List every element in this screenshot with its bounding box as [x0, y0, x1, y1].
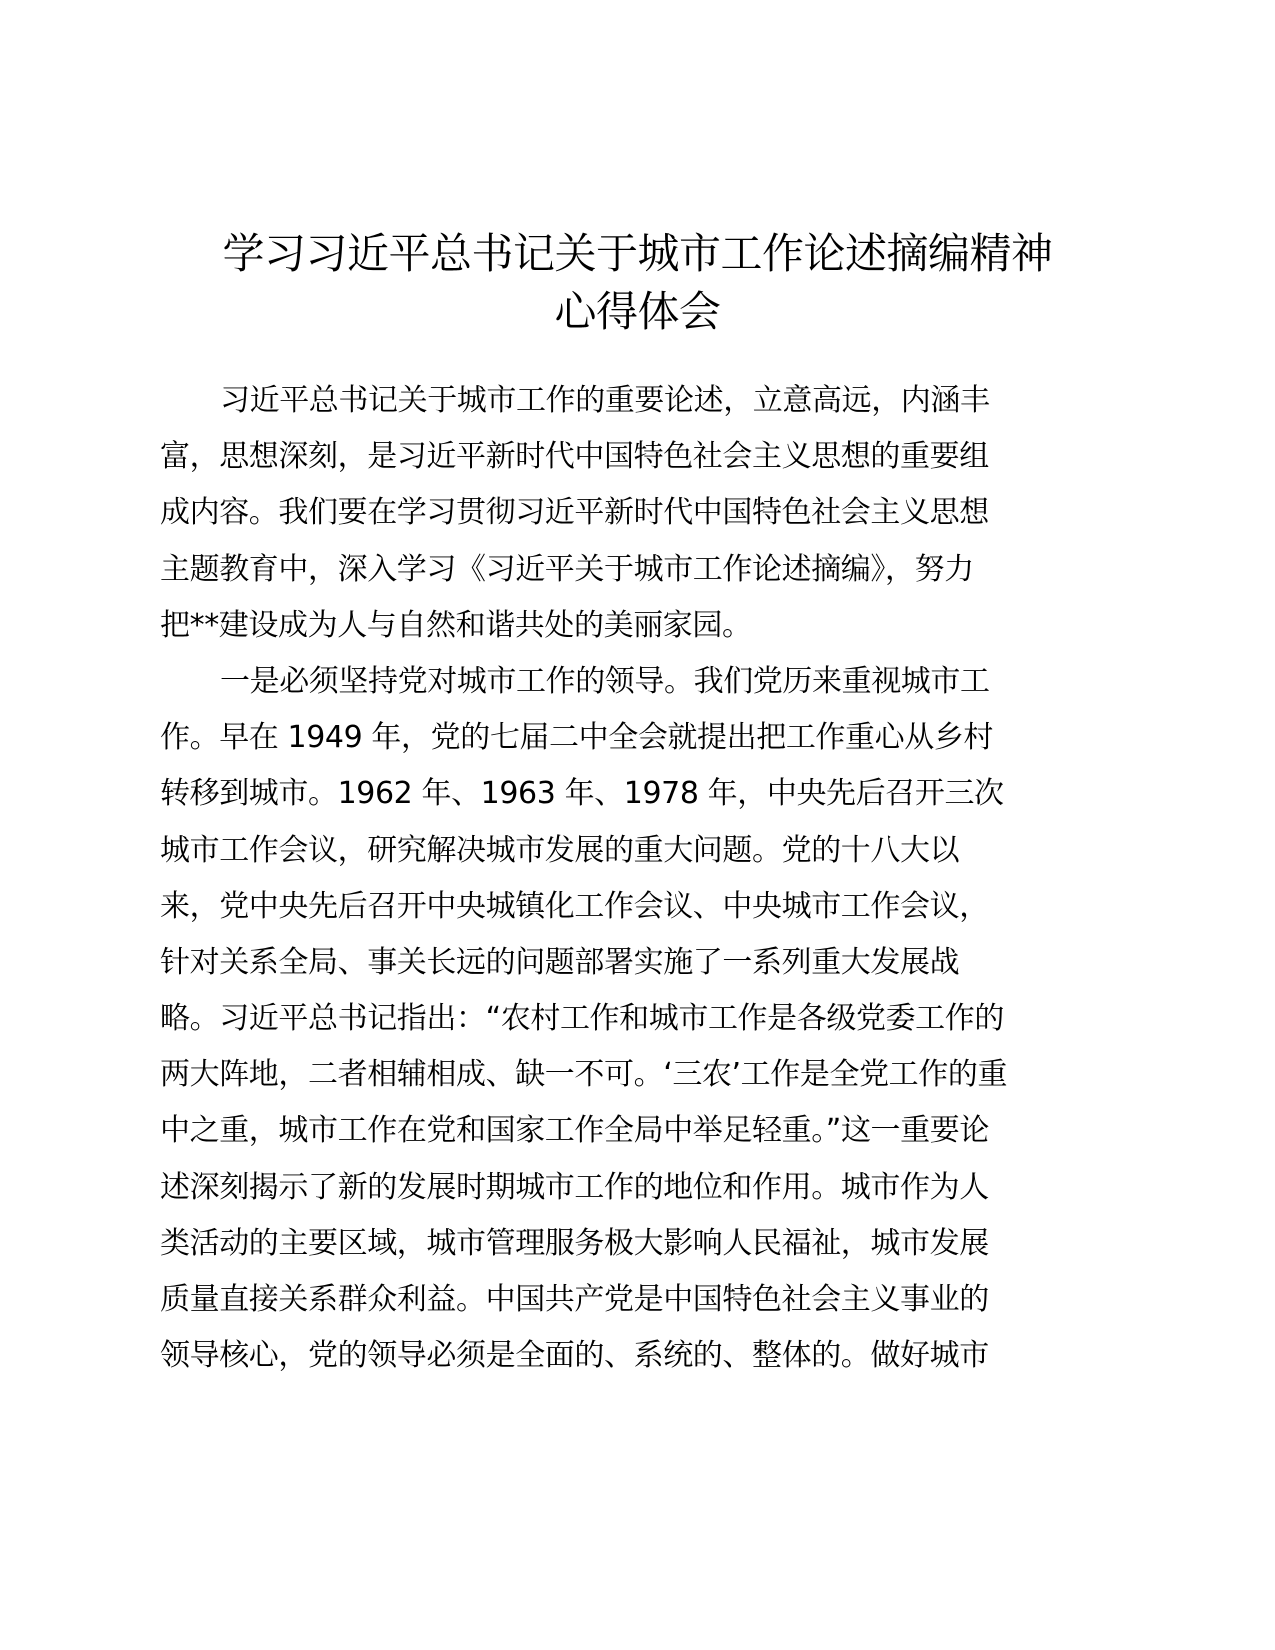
- paragraph-2-line: 领导核心，党的领导必须是全面的、系统的、整体的。做好城市: [160, 1338, 989, 1374]
- paragraph-2-line: 转移到城市。1962 年、1963 年、1978 年，中央先后召开三次: [160, 776, 1004, 812]
- paragraph-2-line: 两大阵地，二者相辅相成、缺一不可。‘三农’工作是全党工作的重: [160, 1057, 1008, 1093]
- paragraph-1: [160, 373, 1120, 654]
- paragraph-2-line: 质量直接关系群众利益。中国共产党是中国特色社会主义事业的: [160, 1282, 989, 1317]
- document-body: [160, 373, 1120, 1384]
- document-title: [150, 225, 1125, 341]
- paragraph-2-line: 作。早在 1949 年，党的七届二中全会就提出把工作重心从乡村: [160, 720, 994, 756]
- paragraph-2-line: 类活动的主要区域，城市管理服务极大影响人民福祉，城市发展: [160, 1225, 989, 1261]
- paragraph-2: [160, 654, 1120, 1384]
- paragraph-2-line: 一是必须坚持党对城市工作的领导。我们党历来重视城市工: [220, 663, 990, 699]
- title-line-2: 心得体会: [554, 287, 721, 336]
- paragraph-1-line: 富，思想深刻，是习近平新时代中国特色社会主义思想的重要组: [160, 439, 989, 475]
- paragraph-2-line: 述深刻揭示了新的发展时期城市工作的地位和作用。城市作为人: [160, 1169, 989, 1205]
- paragraph-1-line: 习近平总书记关于城市工作的重要论述，立意高远，内涵丰: [220, 383, 990, 418]
- title-line-1: 学习习近平总书记关于城市工作论述摘编精神: [222, 229, 1053, 278]
- paragraph-2-line: 来，党中央先后召开中央城镇化工作会议、中央城市工作会议，: [160, 888, 989, 924]
- paragraph-2-line: 中之重，城市工作在党和国家工作全局中举足轻重。”这一重要论: [160, 1113, 989, 1149]
- paragraph-1-line: 成内容。我们要在学习贯彻习近平新时代中国特色社会主义思想: [160, 495, 989, 531]
- paragraph-2-line: 针对关系全局、事关长远的问题部署实施了一系列重大发展战: [160, 944, 960, 980]
- paragraph-1-line: 把**建设成为人与自然和谐共处的美丽家园。: [160, 607, 752, 643]
- paragraph-2-line: 城市工作会议，研究解决城市发展的重大问题。党的十八大以: [160, 832, 960, 868]
- paragraph-2-line: 略。习近平总书记指出：“农村工作和城市工作是各级党委工作的: [160, 1001, 1004, 1037]
- paragraph-1-line: 主题教育中，深入学习《习近平关于城市工作论述摘编》，努力: [160, 551, 974, 587]
